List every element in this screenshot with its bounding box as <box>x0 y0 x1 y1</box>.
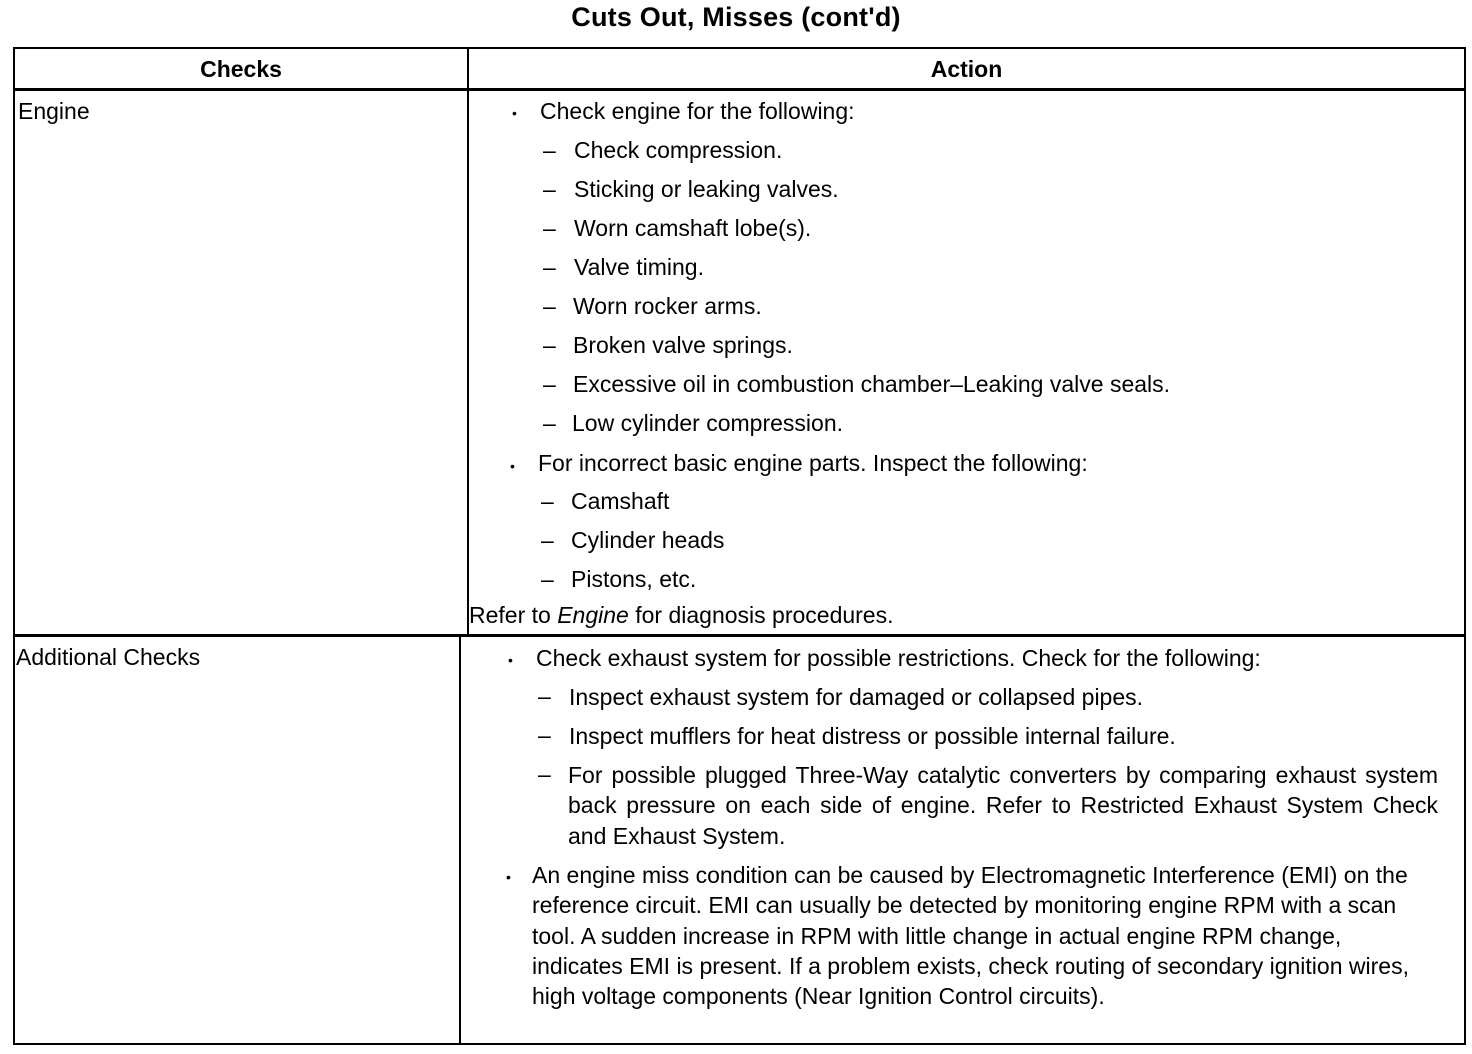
action-subitem: For possible plugged Three-Way catalytic converters by comparing exhaust system back pressure on each side of engine. Refer to Restricted Exhaust System Check and Exhaust System. <box>568 762 1438 849</box>
action-bullet: An engine miss condition can be caused by Electromagnetic Interference (EMI) on the reference circuit. EMI can usually be detected by monitoring engine RPM with a scan tool. A sudden increase in RPM with little change in actual engine RPM change, indicates EMI is present. If a problem exists, check routing of secondary ignition wires, high voltage components (Near Ignition Control circuits). <box>532 862 1409 1010</box>
dash-icon: – <box>543 254 556 280</box>
dash-icon: – <box>538 683 551 709</box>
row-divider <box>13 634 1466 637</box>
dash-icon: – <box>541 527 554 553</box>
check-label: Engine <box>18 98 90 124</box>
bullet-icon: • <box>510 458 515 474</box>
check-label: Additional Checks <box>16 644 201 670</box>
dash-icon: – <box>543 293 556 319</box>
action-subitem: Broken valve springs. <box>573 332 793 358</box>
refer-note <box>469 603 894 627</box>
bullet-icon: • <box>506 869 511 885</box>
action-subitem: Cylinder heads <box>571 527 725 553</box>
column-divider <box>467 47 469 637</box>
column-header-checks: Checks <box>200 56 282 82</box>
column-divider-lower <box>459 636 461 1045</box>
dash-icon: – <box>543 371 556 397</box>
dash-icon: – <box>543 410 556 436</box>
refer-link[interactable]: Engine <box>557 602 629 628</box>
action-subitem: Worn camshaft lobe(s). <box>574 215 812 241</box>
dash-icon: – <box>543 137 556 163</box>
bullet-icon: • <box>512 105 517 121</box>
action-subitem: Inspect exhaust system for damaged or collapsed pipes. <box>569 684 1144 710</box>
action-subitem: Excessive oil in combustion chamber–Leaking valve seals. <box>573 371 1171 397</box>
refer-prefix: Refer to <box>469 602 551 628</box>
action-subitem: Sticking or leaking valves. <box>574 176 839 202</box>
action-subitem: Check compression. <box>574 137 783 163</box>
bullet-icon: • <box>508 652 513 668</box>
dash-icon: – <box>543 215 556 241</box>
action-subitem: Valve timing. <box>574 254 704 280</box>
dash-icon: – <box>538 761 551 787</box>
action-subitem: Camshaft <box>571 488 670 514</box>
refer-suffix: for diagnosis procedures. <box>635 602 894 628</box>
dash-icon: – <box>541 566 554 592</box>
dash-icon: – <box>543 176 556 202</box>
dash-icon: – <box>541 488 554 514</box>
action-subitem: Inspect mufflers for heat distress or possible internal failure. <box>569 723 1176 749</box>
header-divider <box>13 88 1466 91</box>
action-subitem: Worn rocker arms. <box>573 293 762 319</box>
action-bullet: Check engine for the following: <box>540 98 855 124</box>
page-title: Cuts Out, Misses (cont'd) <box>571 2 901 32</box>
dash-icon: – <box>543 332 556 358</box>
action-bullet: For incorrect basic engine parts. Inspect the following: <box>538 450 1088 476</box>
dash-icon: – <box>538 722 551 748</box>
action-subitem: Pistons, etc. <box>571 566 697 592</box>
column-header-action: Action <box>930 56 1003 82</box>
action-subitem: Low cylinder compression. <box>572 410 844 436</box>
action-bullet: Check exhaust system for possible restrictions. Check for the following: <box>536 645 1261 671</box>
